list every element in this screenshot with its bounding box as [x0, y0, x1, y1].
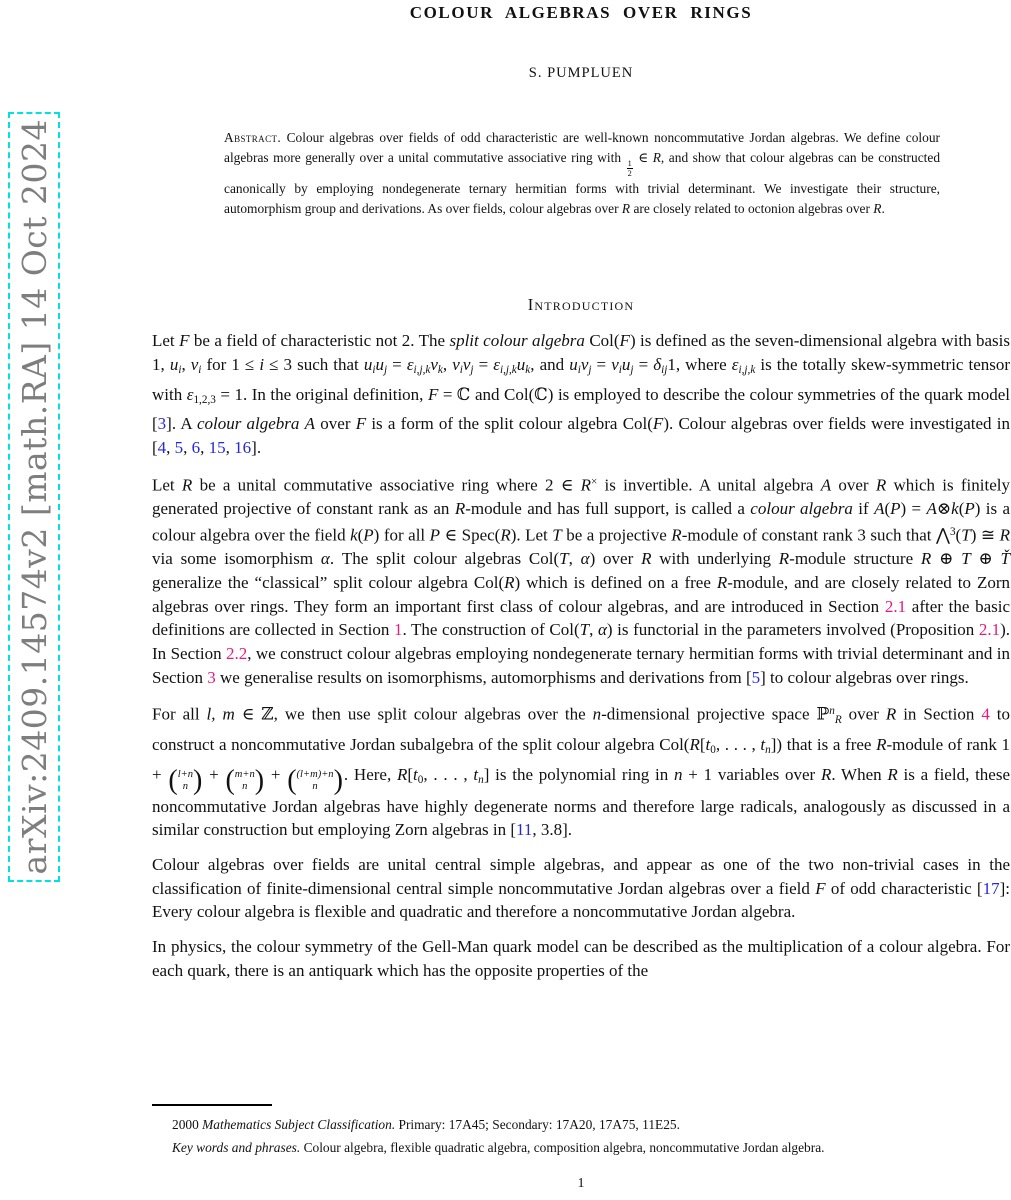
fraction: $\frac{1}{2}$	[627, 158, 632, 179]
paragraph: Let R be a unital commutative associative ring where 2 ∈ R× is invertible. A unital algebra A over R which is finitely generated projective of constant rank as an R-module and has full support, is called a colour algebra if A(P) = A⊗k(P) is a colour algebra over the field k(P) for all P ∈ Spec(R). Let T be a projective R-module of constant rank 3 such that ⋀$^3$(T) ≅ R via some isomorphism α. The split colour algebras Col(T, α) over R with underlying R-module structure R ⊕ T ⊕ Ť generalize the “classical” split colour algebra Col(R) which is defined on a free R-module, and are closely related to Zorn algebras over rings. They form an important first class of colour algebras, and are introduced in Section 2.1 after the basic definitions are collected in Section 1. The construction of Col(T, α) is functorial in the parameters involved (Proposition 2.1). In Section 2.2, we construct colour algebras employing nondegenerate ternary hermitian forms with trivial determinant and in Section 3 we generalise results on isomorphisms, automorphisms and derivations from [5] to colour algebras over rings.	[152, 475, 1011, 687]
section-heading-introduction: Introduction	[527, 295, 635, 315]
paragraph: Colour algebras over fields are unital central simple algebras, and appear as one of the two non-trivial cases in the classification of finite-dimensional central simple noncommutative Jordan algebras over a field F of odd characteristic [17]: Every colour algebra is flexible and quadratic and therefore a noncommutative Jordan algebra.	[152, 855, 1010, 922]
section-ref-link[interactable]: 2.1	[978, 620, 1001, 640]
footnote-block	[152, 1104, 1010, 1159]
citation-link[interactable]: 16	[234, 438, 252, 458]
abstract-label: Abstract.	[224, 130, 282, 145]
paragraph: Let F be a field of characteristic not 2. The split colour algebra Col(F) is defined as the seven-dimensional algebra with basis 1, $u_i$, $v_i$ for 1 ≤ i ≤ 3 such that $u_iu_j = \varepsilon_{i,j,k}v_k$, $v_iv_j = \varepsilon_{i,j,k}u_k$, and $u_iv_j = v_iu_j = \delta_{ij}1$, where $\varepsilon_{i,j,k}$ is the totally skew-symmetric tensor with ε1,2,3 = 1. In the original definition, F = ℂ and Col(ℂ) is employed to describe the colour symmetries of the quark model [3]. A colour algebra A over F is a form of the split colour algebra Col(F). Colour algebras over fields were investigated in [4, 5, 6, 15, 16].	[152, 331, 1011, 458]
binomial-coefficient: ( (l+m)+n n )	[287, 765, 343, 796]
footnote-keywords: Key words and phrases. Colour algebra, flexible quadratic algebra, composition algebra, noncommutative Jordan algebra.	[172, 1139, 825, 1155]
binomial-coefficient: ( m+n n )	[225, 765, 265, 796]
citation-link[interactable]: 4	[157, 438, 167, 458]
citation-link[interactable]: 6	[191, 438, 201, 458]
footnote-msc: 2000 Mathematics Subject Classification. Primary: 17A45; Secondary: 17A20, 17A75, 11E25.	[172, 1117, 680, 1132]
paper-title: COLOUR ALGEBRAS OVER RINGS	[409, 3, 753, 22]
footnote-rule	[152, 1104, 272, 1106]
abstract-text: Colour algebras over fields of odd characteristic are well-known noncommutative Jordan algebras. We define colour algebras more generally over a unital commutative associative ring with $\frac{1}{2}$ ∈ R, and show that colour algebras can be constructed canonically by employing nondegenerate ternary hermitian forms with trivial determinant. We investigate their structure, automorphism group and derivations. As over fields, colour algebras over R are closely related to octonion algebras over R.	[224, 130, 941, 216]
section-ref-link[interactable]: 2.2	[225, 643, 248, 663]
citation-link[interactable]: 5	[751, 667, 761, 687]
binomial-coefficient: ( l+n n )	[168, 765, 203, 796]
arxiv-watermark	[8, 112, 60, 882]
paragraph: For all l, m ∈ ℤ, we then use split colour algebras over the n-dimensional projective space ℙ$^n$R over R in Section 4 to construct a noncommutative Jordan subalgebra of the split colour algebra Col(R[t0, . . . , $t_n$]) that is a free R-module of rank 1 + ( l+n n ) + ( m+n n ) + ( (l+m)+n n ) . Here, R[t0, . . . , $t_n$] is the polynomial ring in n + 1 variables over R. When R is a field, these noncommutative Jordan algebras have highly degenerate norms and therefore large radicals, analogously as discussed in a similar construction but employing Zorn algebras in [11, 3.8].	[152, 704, 1011, 840]
page-number: 1	[577, 1176, 585, 1191]
citation-link[interactable]: 3	[157, 414, 167, 434]
arxiv-watermark-text: arXiv:2409.14574v2 [math.RA] 14 Oct 2024	[14, 119, 54, 875]
citation-link[interactable]: 5	[174, 438, 184, 458]
section-ref-link[interactable]: 4	[981, 704, 990, 724]
citation-link[interactable]: 11	[516, 820, 533, 840]
main-column	[152, 0, 1010, 994]
section-ref-link[interactable]: 1	[393, 620, 403, 640]
section-ref-link[interactable]: 2.1	[884, 596, 907, 616]
author-name: S. PUMPLUEN	[528, 65, 634, 81]
citation-link[interactable]: 17	[982, 878, 1000, 898]
section-ref-link[interactable]: 3	[207, 667, 216, 687]
paragraph: In physics, the colour symmetry of the Gell-Man quark model can be described as the multiplication of a colour algebra. For each quark, there is an antiquark which has the opposite properties of the	[152, 937, 1010, 980]
body-text	[152, 329, 1010, 983]
citation-link[interactable]: 15	[208, 438, 226, 458]
abstract	[224, 128, 940, 219]
